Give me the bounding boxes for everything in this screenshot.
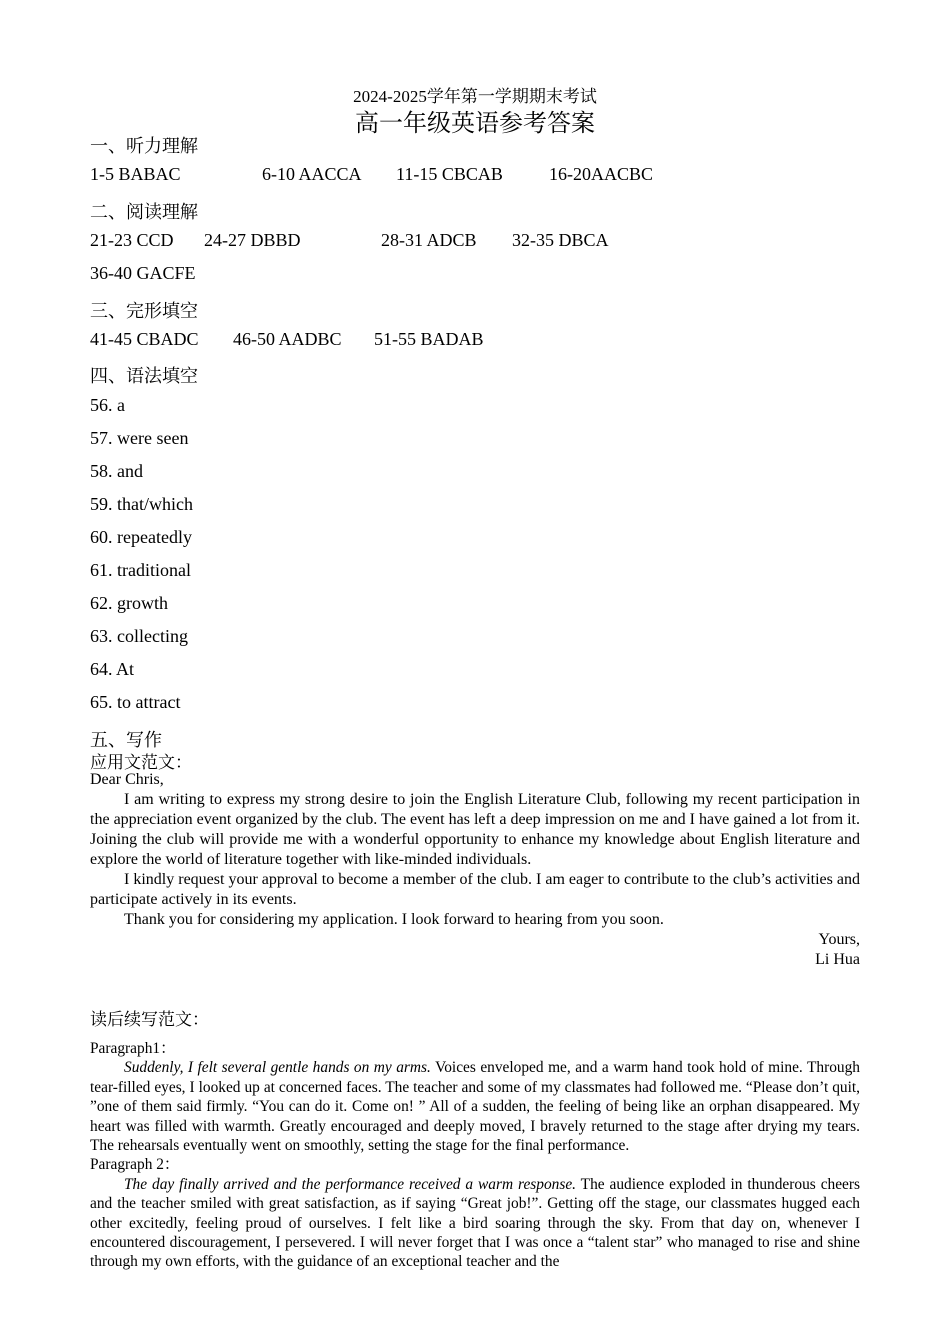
reading-heading: 二、阅读理解 — [90, 202, 198, 222]
grammar-answer: 60. repeatedly — [90, 527, 192, 547]
sample-letter — [90, 770, 860, 970]
writing-heading: 五、写作 — [90, 730, 162, 750]
answer-group: 46-50 AADBC — [233, 329, 342, 349]
story-text: The audience exploded in thunderous cheers and the teacher smiled with great satisfaction, as if saying “Great job!”. Getting off the stage, our classmates hugged each other excitedly, feeling proud of ourselves. I felt like a bird soaring through the sky. From that day on, whenever I encountered discouragement, I persevered. I will never forget that I was once a “talent star” who managed to rise and shine through my own efforts, with the guidance of an exceptional teacher and the — [90, 1175, 860, 1271]
grammar-answer: 61. traditional — [90, 560, 191, 580]
grammar-answer: 62. growth — [90, 593, 168, 613]
given-opening-sentence: The day finally arrived and the performance received a warm response. — [124, 1175, 577, 1193]
answer-group: 24-27 DBBD — [204, 230, 301, 250]
document-title: 高一年级英语参考答案 — [355, 109, 595, 137]
paragraph-label: Paragraph 2： — [90, 1156, 180, 1174]
grammar-answer: 63. collecting — [90, 626, 188, 646]
grammar-answer: 65. to attract — [90, 692, 181, 712]
answer-group: 11-15 CBCAB — [396, 164, 503, 184]
paragraph-label: Paragraph1： — [90, 1040, 176, 1057]
story-paragraph — [90, 1058, 860, 1155]
letter-paragraph: I am writing to express my strong desire to join the English Literature Club, following my recent participation in the appreciation event organized by the club. The event has left a deep impression on me and I have gained a lot from it. Joining the club will provide me with a wonderful opportunity to enhance my knowledge about English literature and explore the world of literature together with like-minded individuals. — [90, 791, 860, 868]
continuation-writing-heading: 读后续写范文： — [90, 1010, 209, 1029]
answer-group: 1-5 BABAC — [90, 164, 181, 184]
sample-story — [90, 1039, 860, 1272]
grammar-answer: 57. were seen — [90, 428, 189, 448]
letter-signature: Li Hua — [815, 951, 860, 968]
listening-heading: 一、听力理解 — [90, 136, 198, 156]
answer-group: 36-40 GACFE — [90, 263, 196, 283]
letter-paragraph: I kindly request your approval to become a member of the club. I am eager to contribute to the club’s activities and participate actively in its events. — [90, 871, 860, 908]
cloze-heading: 三、完形填空 — [90, 301, 198, 321]
grammar-answer: 59. that/which — [90, 494, 193, 514]
answer-group: 32-35 DBCA — [512, 230, 609, 250]
answer-group: 16-20AACBC — [549, 164, 654, 184]
answer-group: 6-10 AACCA — [262, 164, 362, 184]
grammar-answer: 64. At — [90, 659, 135, 679]
grammar-answer: 58. and — [90, 461, 143, 481]
letter-paragraph: Thank you for considering my application. I look forward to hearing from you soon. — [124, 911, 664, 928]
answer-group: 41-45 CBADC — [90, 329, 199, 349]
answer-group: 21-23 CCD — [90, 230, 174, 250]
letter-closing: Yours, — [818, 931, 860, 948]
given-opening-sentence: Suddenly, I felt several gentle hands on my arms. — [124, 1059, 431, 1077]
story-paragraph — [90, 1175, 860, 1272]
answer-group: 51-55 BADAB — [374, 329, 484, 349]
letter-salutation: Dear Chris, — [90, 771, 164, 788]
grammar-answer: 56. a — [90, 395, 125, 415]
answer-group: 28-31 ADCB — [381, 230, 477, 250]
grammar-heading: 四、语法填空 — [90, 366, 198, 386]
story-text: Voices enveloped me, and a warm hand took hold of mine. Through tear-filled eyes, I looked up at concerned faces. The teacher and some of my classmates had followed me. “Please don’t quit, ”one of them said firmly. “You can do it. Come on! ” All of a sudden, the feeling of being like an orphan disappeared. My heart was filled with warmth. Greatly encouraged and deeply moved, I bravely returned to the stage after drying my tears. The rehearsals eventually went on smoothly, setting the stage for the final performance. — [90, 1059, 860, 1155]
practical-writing-heading: 应用文范文： — [90, 753, 192, 772]
exam-title: 2024-2025学年第一学期期末考试 — [353, 87, 597, 106]
